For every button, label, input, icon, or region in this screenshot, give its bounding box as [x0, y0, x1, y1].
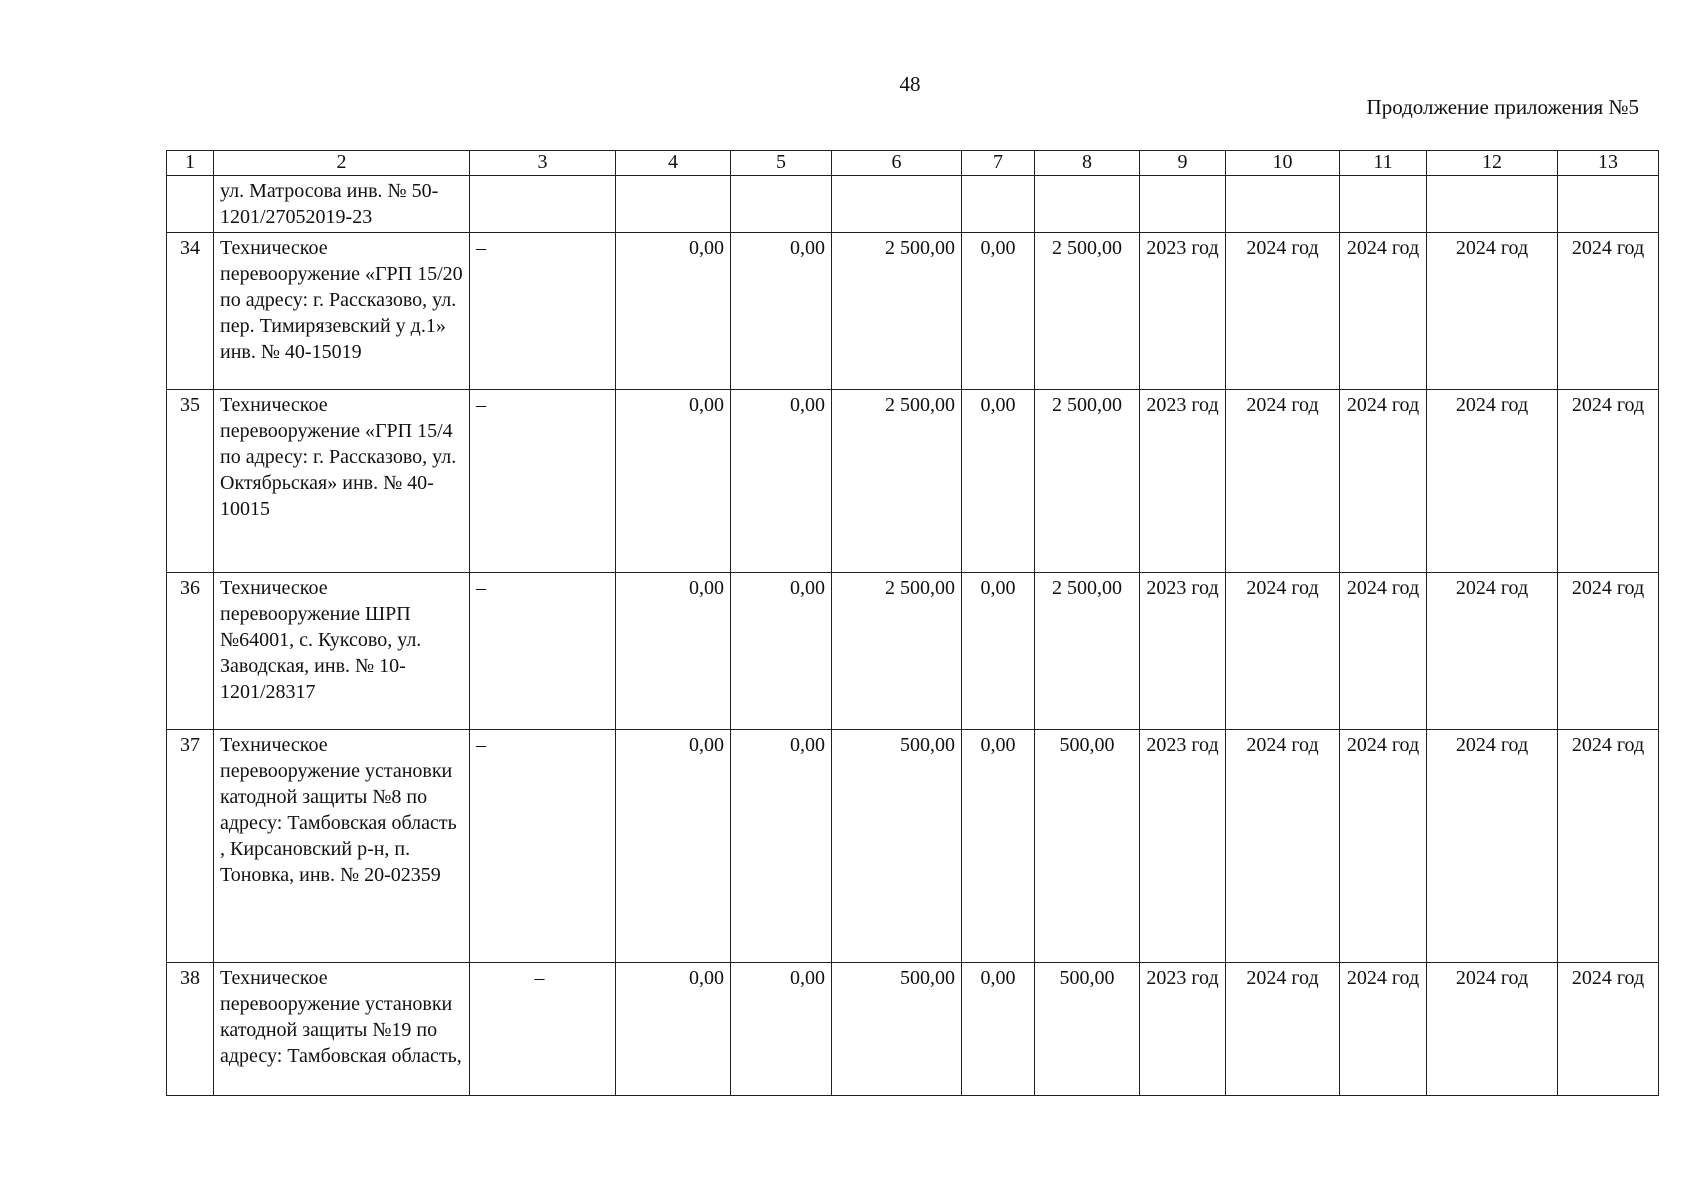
table-cell: 0,00	[616, 963, 731, 1096]
table-cell: 0,00	[962, 730, 1035, 963]
table-cell	[1140, 176, 1226, 233]
table-cell: –	[470, 390, 616, 573]
table-cell: 0,00	[616, 390, 731, 573]
table-cell: 2024 год	[1226, 233, 1340, 390]
table-cell: 2024 год	[1558, 730, 1659, 963]
table-cell: 2024 год	[1427, 963, 1558, 1096]
table-cell	[1226, 176, 1340, 233]
table-cell: 2 500,00	[832, 390, 962, 573]
table-cell: 2024 год	[1427, 730, 1558, 963]
table-cell: 2024 год	[1340, 573, 1427, 730]
table-cell: 2024 год	[1226, 730, 1340, 963]
table-cell: 2023 год	[1140, 963, 1226, 1096]
table-cell: 2023 год	[1140, 730, 1226, 963]
header-row	[167, 151, 1659, 176]
table-cell: –	[470, 233, 616, 390]
table-cell: 2024 год	[1558, 963, 1659, 1096]
table-cell: 2 500,00	[1035, 390, 1140, 573]
table-cell: 0,00	[731, 390, 832, 573]
column-header: 9	[1140, 151, 1226, 176]
column-header: 11	[1340, 151, 1427, 176]
table-cell: 0,00	[962, 573, 1035, 730]
page-number: 48	[899, 72, 921, 96]
column-header: 10	[1226, 151, 1340, 176]
table-cell: 0,00	[962, 963, 1035, 1096]
table-cell: 2024 год	[1427, 390, 1558, 573]
table-cell	[1340, 176, 1427, 233]
table-cell	[470, 176, 616, 233]
column-header: 8	[1035, 151, 1140, 176]
table-cell: 0,00	[962, 390, 1035, 573]
description-cell: Техническое перевооружение «ГРП 15/4 по адресу: г. Рассказово, ул. Октябрьская» инв. № 40-10015	[214, 390, 470, 573]
table-cell: 2024 год	[1340, 233, 1427, 390]
row-number-cell	[167, 176, 214, 233]
row-number-cell: 38	[167, 963, 214, 1096]
table-cell: 2024 год	[1427, 233, 1558, 390]
row-number-cell: 36	[167, 573, 214, 730]
description-cell: Техническое перевооружение «ГРП 15/20 по адресу: г. Рассказово, ул. пер. Тимирязевский у д.1» инв. № 40-15019	[214, 233, 470, 390]
table-cell: 500,00	[832, 963, 962, 1096]
table-row-continuation	[167, 176, 1659, 233]
column-header: 3	[470, 151, 616, 176]
row-number-cell: 37	[167, 730, 214, 963]
table-cell	[731, 176, 832, 233]
table-row	[167, 573, 1659, 730]
table-cell: –	[470, 730, 616, 963]
table-cell: 2024 год	[1427, 573, 1558, 730]
table-cell: 2024 год	[1558, 390, 1659, 573]
column-header: 2	[214, 151, 470, 176]
table-cell: 2 500,00	[1035, 573, 1140, 730]
column-header: 6	[832, 151, 962, 176]
table-row	[167, 390, 1659, 573]
column-header: 1	[167, 151, 214, 176]
description-cell: Техническое перевооружение установки катодной защиты №8 по адресу: Тамбовская область , Кирсановский р-н, п. Тоновка, инв. № 20-02359	[214, 730, 470, 963]
row-number-cell: 35	[167, 390, 214, 573]
table-cell: 2 500,00	[832, 573, 962, 730]
data-table	[166, 150, 1659, 1096]
table-cell	[962, 176, 1035, 233]
table-cell: 2024 год	[1226, 390, 1340, 573]
table-cell: 2023 год	[1140, 233, 1226, 390]
table-cell: 2024 год	[1340, 390, 1427, 573]
table-cell: 2024 год	[1558, 573, 1659, 730]
table-cell: 500,00	[1035, 963, 1140, 1096]
table-cell: 2024 год	[1558, 233, 1659, 390]
table-cell: 0,00	[616, 573, 731, 730]
table-cell: 2 500,00	[1035, 233, 1140, 390]
table-cell: 0,00	[616, 730, 731, 963]
description-cell: ул. Матросова инв. № 50-1201/27052019-23	[214, 176, 470, 233]
table-cell: 2024 год	[1226, 573, 1340, 730]
table-cell	[616, 176, 731, 233]
table-cell: 2024 год	[1340, 730, 1427, 963]
row-number-cell: 34	[167, 233, 214, 390]
table-cell: 0,00	[731, 573, 832, 730]
table-cell: 2024 год	[1340, 963, 1427, 1096]
table-cell: 2024 год	[1226, 963, 1340, 1096]
table-cell: 0,00	[731, 963, 832, 1096]
column-header: 13	[1558, 151, 1659, 176]
table-cell: 2 500,00	[832, 233, 962, 390]
description-cell: Техническое перевооружение установки катодной защиты №19 по адресу: Тамбовская область,	[214, 963, 470, 1096]
table-cell: 500,00	[832, 730, 962, 963]
page-subtitle: Продолжение приложения №5	[1366, 95, 1639, 119]
table-cell: 0,00	[731, 730, 832, 963]
table-cell: –	[470, 963, 616, 1096]
table-cell: 2023 год	[1140, 573, 1226, 730]
table-cell	[832, 176, 962, 233]
table-cell	[1035, 176, 1140, 233]
table-cell: 0,00	[616, 233, 731, 390]
table-cell: 0,00	[731, 233, 832, 390]
table-cell: 2023 год	[1140, 390, 1226, 573]
column-header: 7	[962, 151, 1035, 176]
table-row	[167, 730, 1659, 963]
table-row	[167, 963, 1659, 1096]
column-header: 4	[616, 151, 731, 176]
table-cell: –	[470, 573, 616, 730]
column-header: 12	[1427, 151, 1558, 176]
column-header: 5	[731, 151, 832, 176]
table-row	[167, 233, 1659, 390]
table-cell: 0,00	[962, 233, 1035, 390]
table-cell	[1558, 176, 1659, 233]
table-cell: 500,00	[1035, 730, 1140, 963]
table-cell	[1427, 176, 1558, 233]
description-cell: Техническое перевооружение ШРП №64001, с. Куксово, ул. Заводская, инв. № 10-1201/28317	[214, 573, 470, 730]
